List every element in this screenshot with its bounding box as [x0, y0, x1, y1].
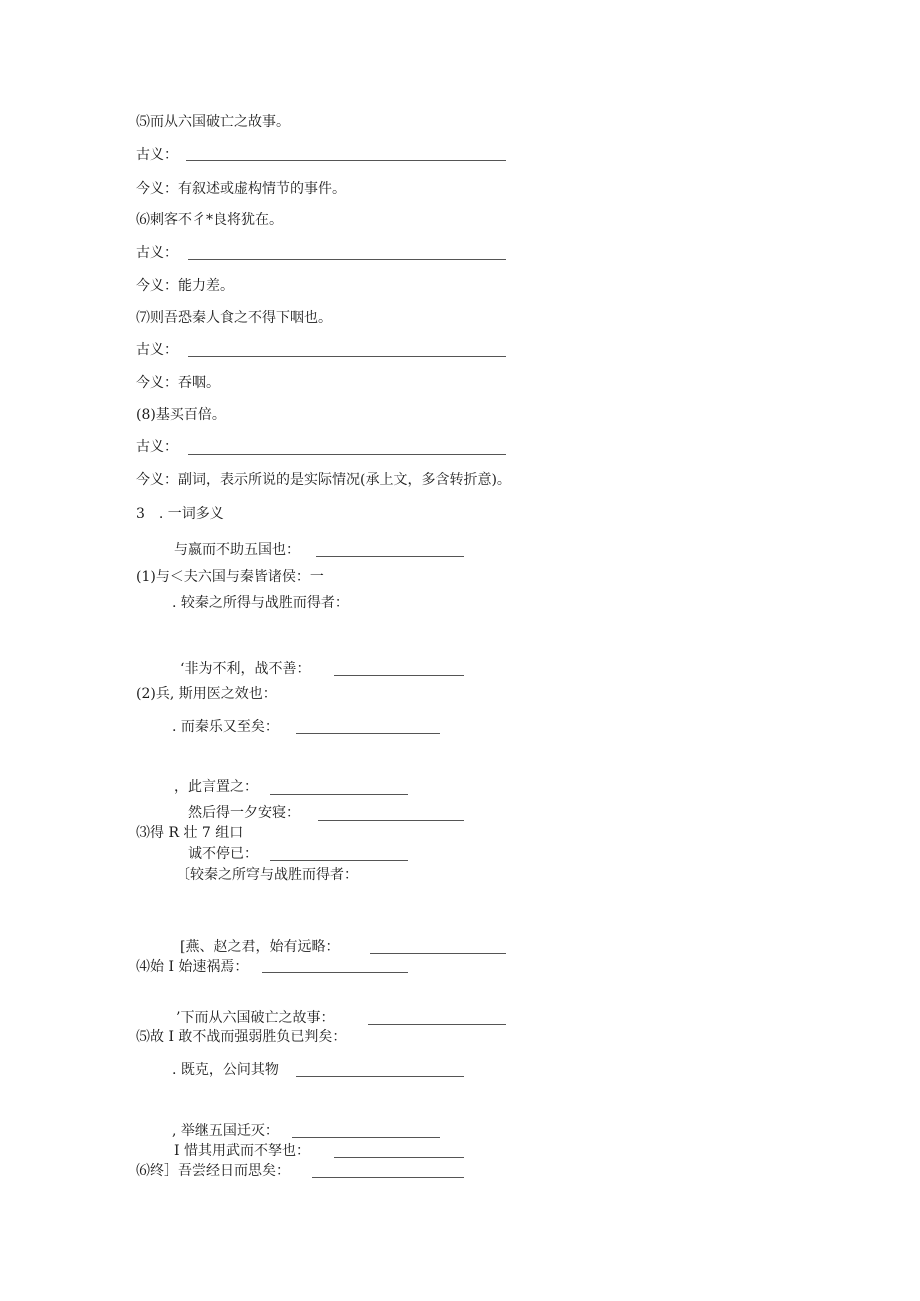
g3-line-c: 诚不停已： [188, 846, 258, 862]
item6-guyi-blank[interactable] [188, 259, 506, 260]
section3-heading: 3 . 一词多义 [136, 506, 224, 522]
g2-line-c: . 而秦乐又至矣： [172, 719, 279, 735]
g4-line-a: [燕、赵之君，始有远略： [180, 939, 340, 955]
item5-guyi-blank[interactable] [186, 160, 506, 161]
item5-sentence: ⑸而从六国破亡之故事。 [136, 114, 290, 130]
g6-blank-a[interactable] [292, 1137, 440, 1138]
g3-main: ⑶得 R 壮 7 组口 [136, 825, 244, 841]
item7-guyi-blank[interactable] [188, 356, 506, 357]
g2-blank-a[interactable] [334, 675, 464, 676]
g5-blank-a[interactable] [368, 1024, 506, 1025]
g2-blank-c[interactable] [296, 733, 440, 734]
g3-blank-c[interactable] [270, 860, 408, 861]
item8-guyi-blank[interactable] [188, 454, 506, 455]
g5-line-c: . 既克，公问其物 [172, 1062, 279, 1078]
g1-line-a: 与嬴而不助五国也： [174, 542, 300, 558]
g3-line-a: ，此言置之： [174, 779, 258, 795]
g1-main: (1)与＜夫六国与秦皆诸侯：一 [136, 569, 324, 585]
g2-main: (2)兵, 斯用医之效也： [136, 686, 277, 702]
item5-guyi-label: 古义： [136, 147, 178, 163]
g4-main: ⑷始 I 始速祸焉： [136, 959, 249, 975]
g6-line-a: , 举继五国迁灭： [172, 1123, 279, 1139]
g3-blank-b[interactable] [318, 820, 464, 821]
item5-jinyi: 今义：有叙述或虚构情节的事件。 [136, 181, 346, 197]
g3-line-b: 然后得一夕安寝： [188, 805, 300, 821]
g6-blank-main[interactable] [312, 1177, 464, 1178]
g1-line-c: . 较秦之所得与战胜而得者： [172, 595, 349, 611]
g6-line-b: I 惜其用武而不孥也： [174, 1143, 310, 1159]
item8-sentence: (8)基买百倍。 [136, 407, 226, 423]
g3-line-d: 〔较秦之所穹与战胜而得者： [176, 867, 358, 883]
g4-blank-main[interactable] [262, 972, 408, 973]
item8-guyi-label: 古义： [136, 439, 178, 455]
item7-guyi-label: 古义： [136, 342, 178, 358]
g1-blank-a[interactable] [316, 556, 464, 557]
item6-guyi-label: 古义： [136, 245, 178, 261]
g5-main: ⑸故 I 敢不战而强弱胜负已判矣： [136, 1029, 347, 1045]
item7-jinyi: 今义：吞咽。 [136, 375, 220, 391]
g6-blank-b[interactable] [334, 1157, 464, 1158]
item8-jinyi: 今义：副词，表示所说的是实际情况(承上文，多含转折意)。 [136, 472, 511, 488]
g2-line-a: ‘非为不利，战不善： [180, 661, 311, 677]
g6-main: ⑹终］吾尝经日而思矣： [136, 1163, 290, 1179]
item6-sentence: ⑹刺客不彳*良将犹在。 [136, 212, 283, 228]
g5-blank-c[interactable] [296, 1076, 464, 1077]
g3-blank-a[interactable] [270, 794, 408, 795]
item6-jinyi: 今义：能力差。 [136, 278, 234, 294]
item7-sentence: ⑺则吾恐秦人食之不得下咽也。 [136, 310, 332, 326]
g5-line-a: ’下而从六国破亡之故事： [176, 1010, 335, 1026]
g4-blank-a[interactable] [370, 953, 506, 954]
